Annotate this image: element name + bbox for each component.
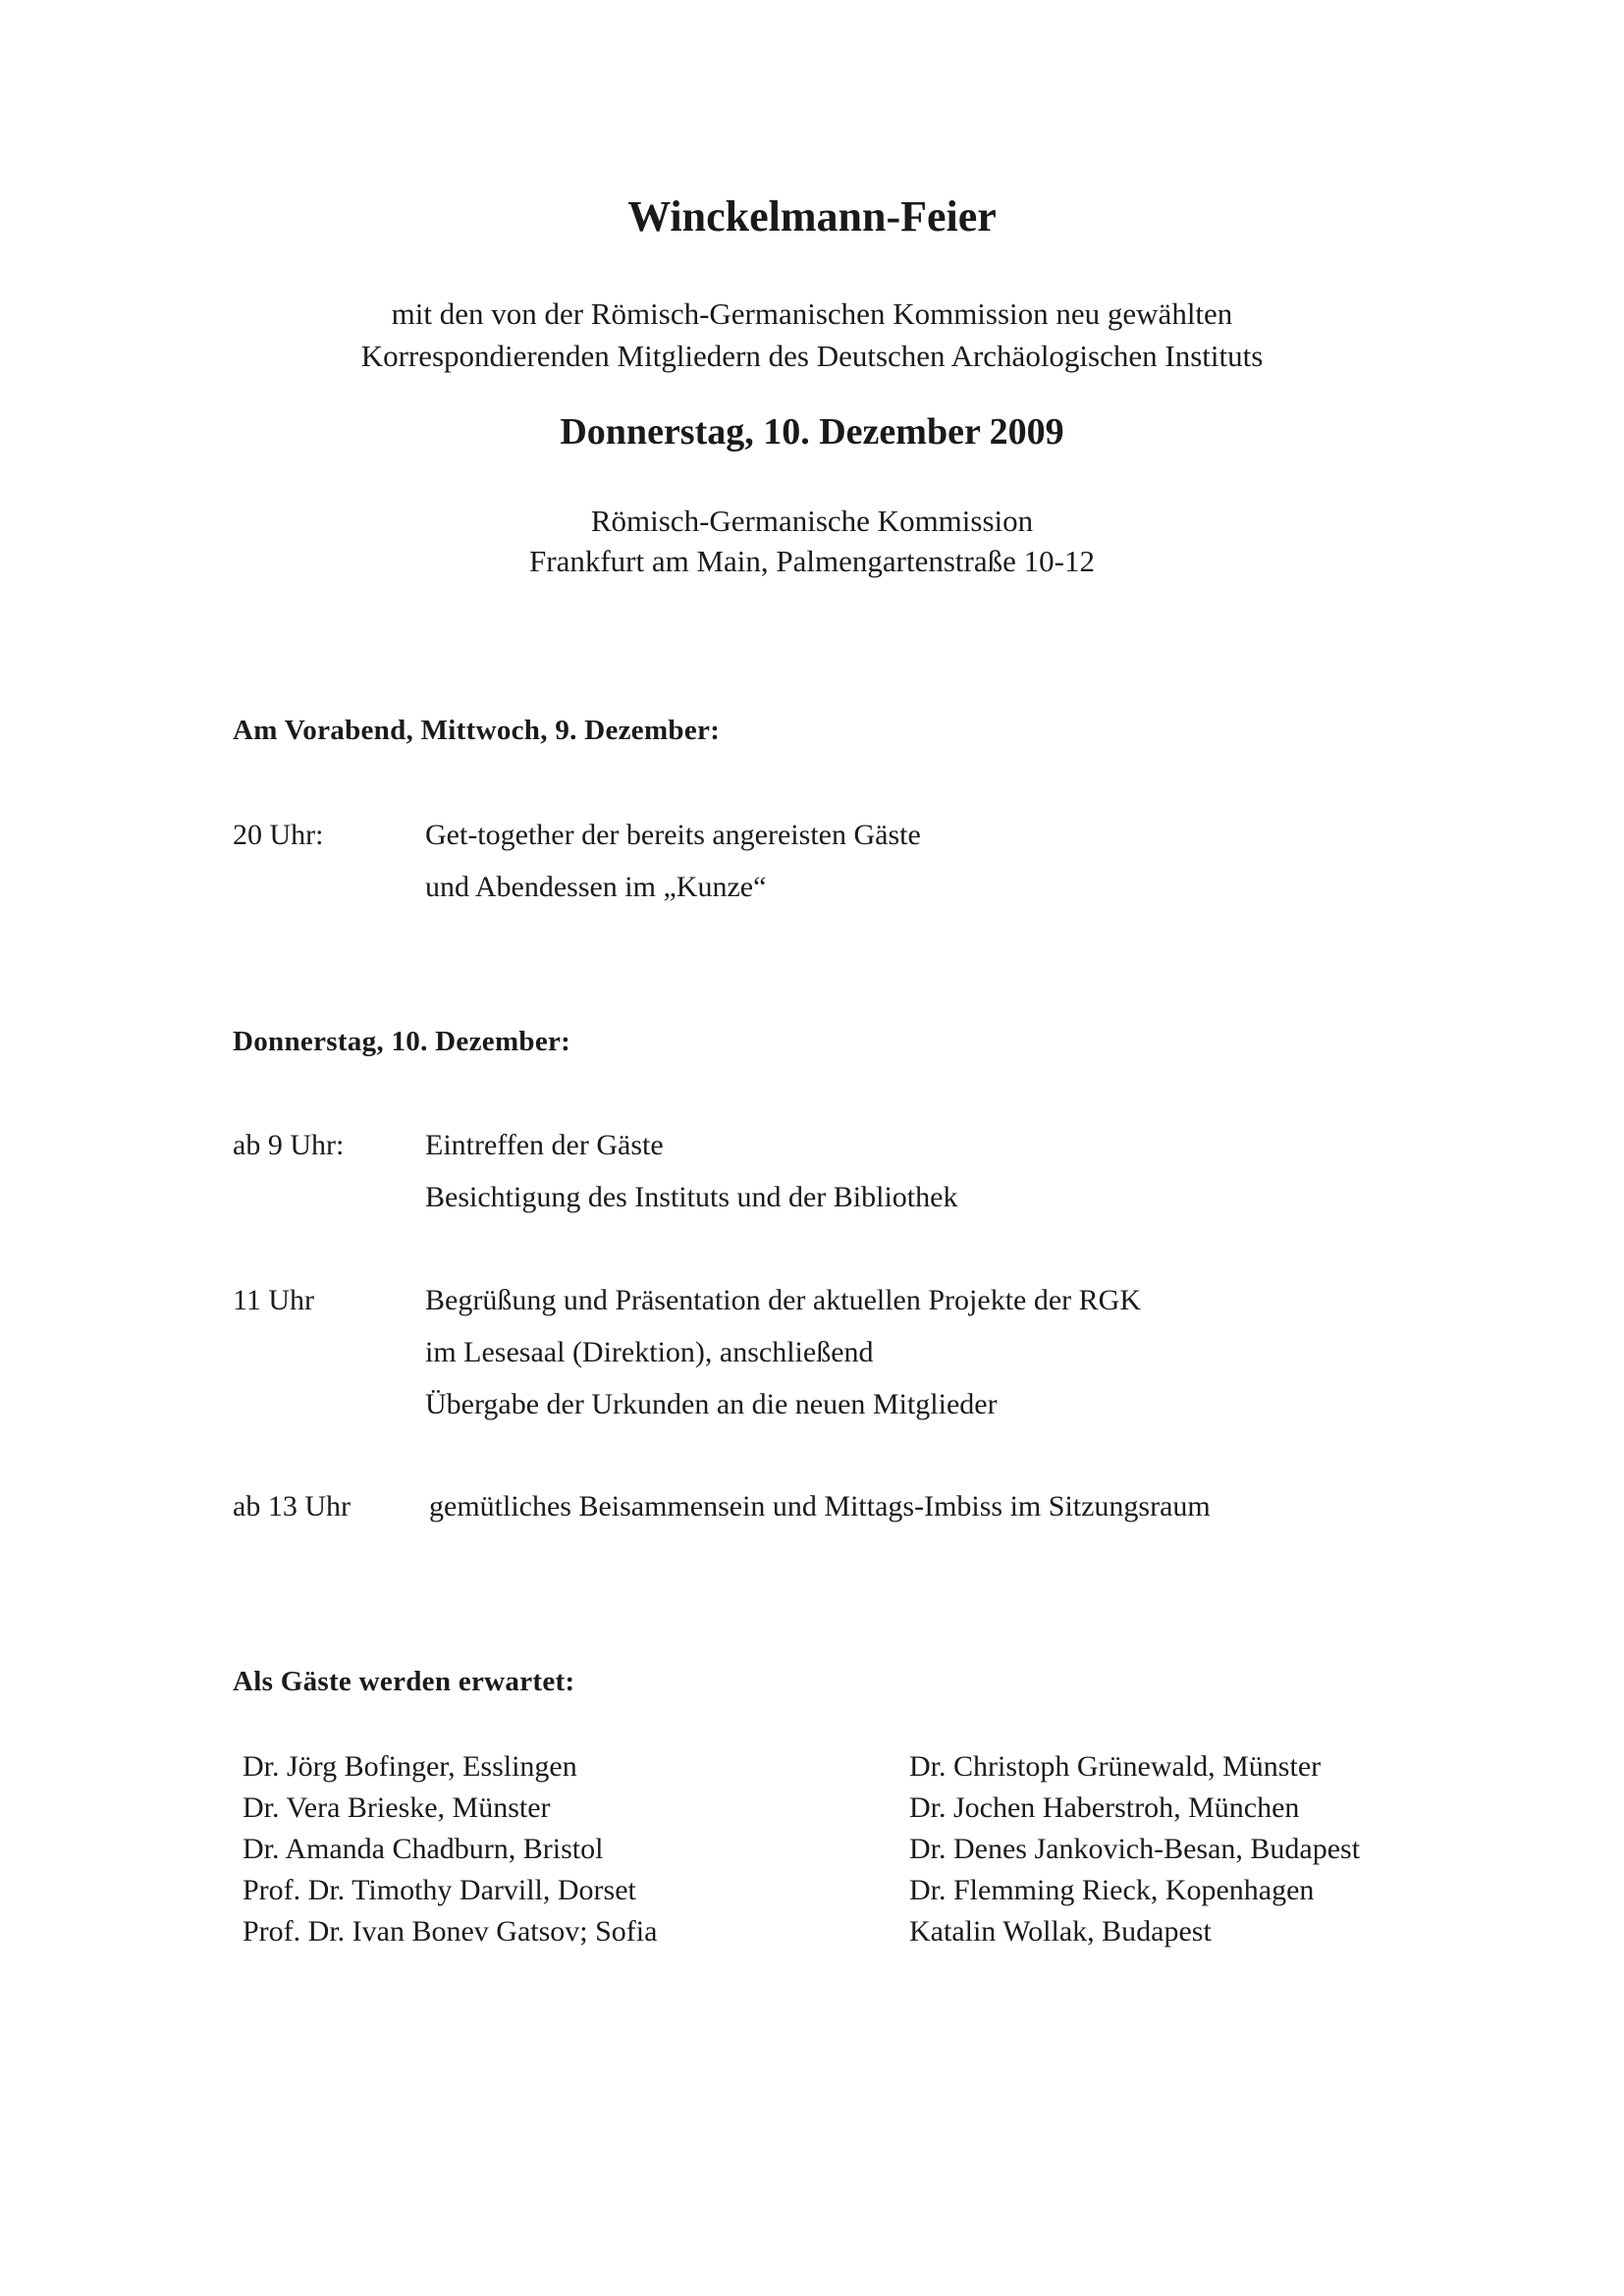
guest-name: Dr. Denes Jankovich-Besan, Budapest <box>909 1833 1361 1865</box>
eve-heading: Am Vorabend, Mittwoch, 9. Dezember: <box>233 715 721 746</box>
event-date: Donnerstag, 10. Dezember 2009 <box>560 411 1064 453</box>
page-title: Winckelmann-Feier <box>627 192 997 240</box>
subtitle-line-1: mit den von der Römisch-Germanischen Kommission neu gewählten <box>391 296 1233 331</box>
schedule-desc-line: gemütliches Beisammensein und Mittags-Imbiss im Sitzungsraum <box>429 1490 1211 1522</box>
guest-name: Dr. Jörg Bofinger, Esslingen <box>243 1750 577 1783</box>
guests-heading: Als Gäste werden erwartet: <box>233 1666 575 1697</box>
day-heading: Donnerstag, 10. Dezember: <box>233 1026 571 1057</box>
guest-name: Katalin Wollak, Budapest <box>909 1915 1212 1948</box>
schedule-time: 11 Uhr <box>233 1284 315 1316</box>
schedule-desc-line: im Lesesaal (Direktion), anschließend <box>425 1336 874 1368</box>
schedule-desc-line: Begrüßung und Präsentation der aktuellen Projekte der RGK <box>425 1284 1141 1316</box>
guest-name: Dr. Christoph Grünewald, Münster <box>909 1750 1322 1783</box>
schedule-desc-line: Eintreffen der Gäste <box>425 1129 664 1161</box>
guest-name: Dr. Vera Brieske, Münster <box>243 1791 551 1824</box>
guest-name: Dr. Jochen Haberstroh, München <box>909 1791 1300 1824</box>
guest-name: Prof. Dr. Timothy Darvill, Dorset <box>243 1874 636 1906</box>
subtitle-line-2: Korrespondierenden Mitgliedern des Deutschen Archäologischen Instituts <box>360 339 1264 373</box>
eve-time: 20 Uhr: <box>233 819 324 851</box>
guest-name: Prof. Dr. Ivan Bonev Gatsov; Sofia <box>243 1915 658 1948</box>
venue-name: Römisch-Germanische Kommission <box>590 504 1034 538</box>
guest-name: Dr. Flemming Rieck, Kopenhagen <box>909 1874 1315 1906</box>
eve-desc-line: und Abendessen im „Kunze“ <box>425 871 767 903</box>
schedule-time: ab 13 Uhr <box>233 1490 351 1522</box>
guest-name: Dr. Amanda Chadburn, Bristol <box>243 1833 604 1865</box>
eve-desc-line: Get-together der bereits angereisten Gäste <box>425 819 921 851</box>
schedule-time: ab 9 Uhr: <box>233 1129 345 1161</box>
schedule-desc-line: Besichtigung des Instituts und der Bibliothek <box>425 1181 958 1213</box>
schedule-desc-line: Übergabe der Urkunden an die neuen Mitglieder <box>425 1388 998 1420</box>
venue-address: Frankfurt am Main, Palmengartenstraße 10-12 <box>529 544 1095 578</box>
